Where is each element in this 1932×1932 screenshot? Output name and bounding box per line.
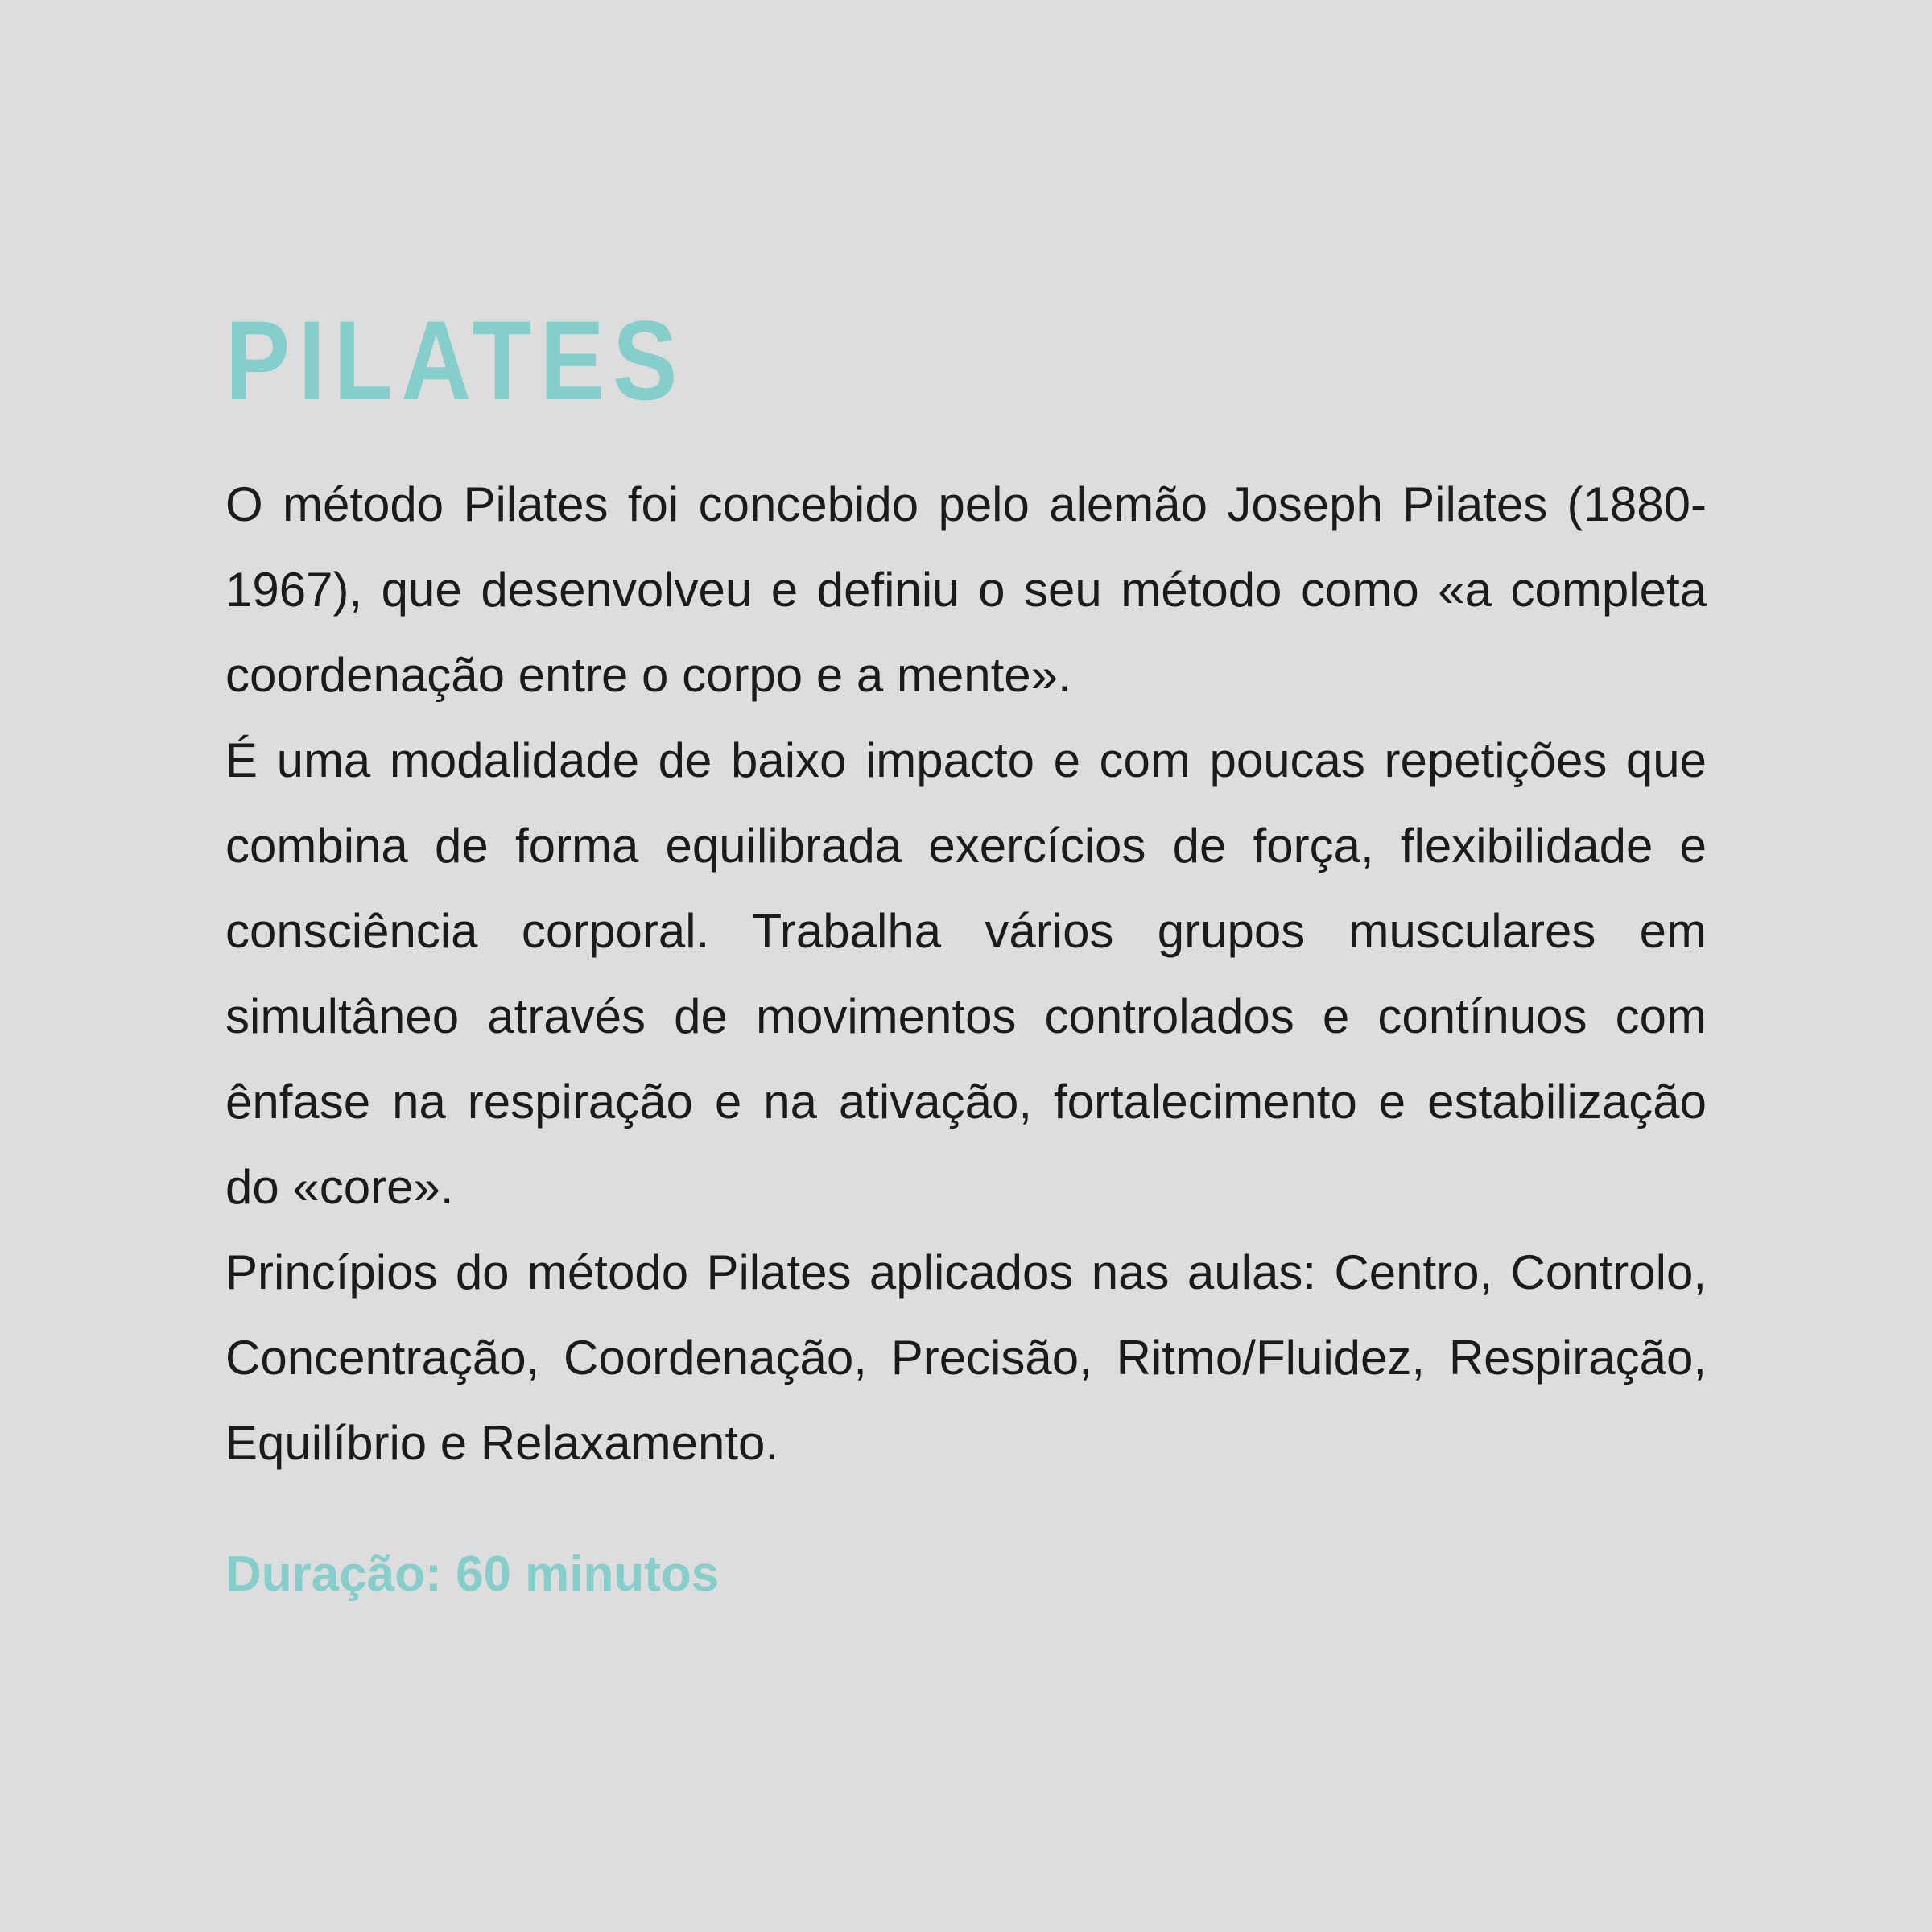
pilates-info-card — [225, 297, 1707, 1607]
duration-label: Duração: 60 minutos — [225, 1546, 720, 1602]
paragraph-modality: É uma modalidade de baixo impacto e com poucas repetições que combina de forma equilibrada exercícios de força, flexibilidade e consciência corporal. Trabalha vários grupos musculares em simultâneo através de movimentos controlados e contínuos com ênfase na respiração e na ativação, fortalecimento e estabilização do «core». — [225, 733, 1707, 1214]
description — [225, 462, 1707, 1486]
paragraph-principles: Princípios do método Pilates aplicados nas aulas: Centro, Controlo, Concentração, Coordenação, Precisão, Ritmo/Fluidez, Respiração, Equilíbrio e Relaxamento. — [225, 1245, 1707, 1470]
paragraph-intro: O método Pilates foi concebido pelo alemão Joseph Pilates (1880-1967), que desenvolveu e definiu o seu método como «a completa coordenação entre o corpo e a mente». — [225, 477, 1707, 702]
page-title: PILATES — [225, 297, 686, 423]
